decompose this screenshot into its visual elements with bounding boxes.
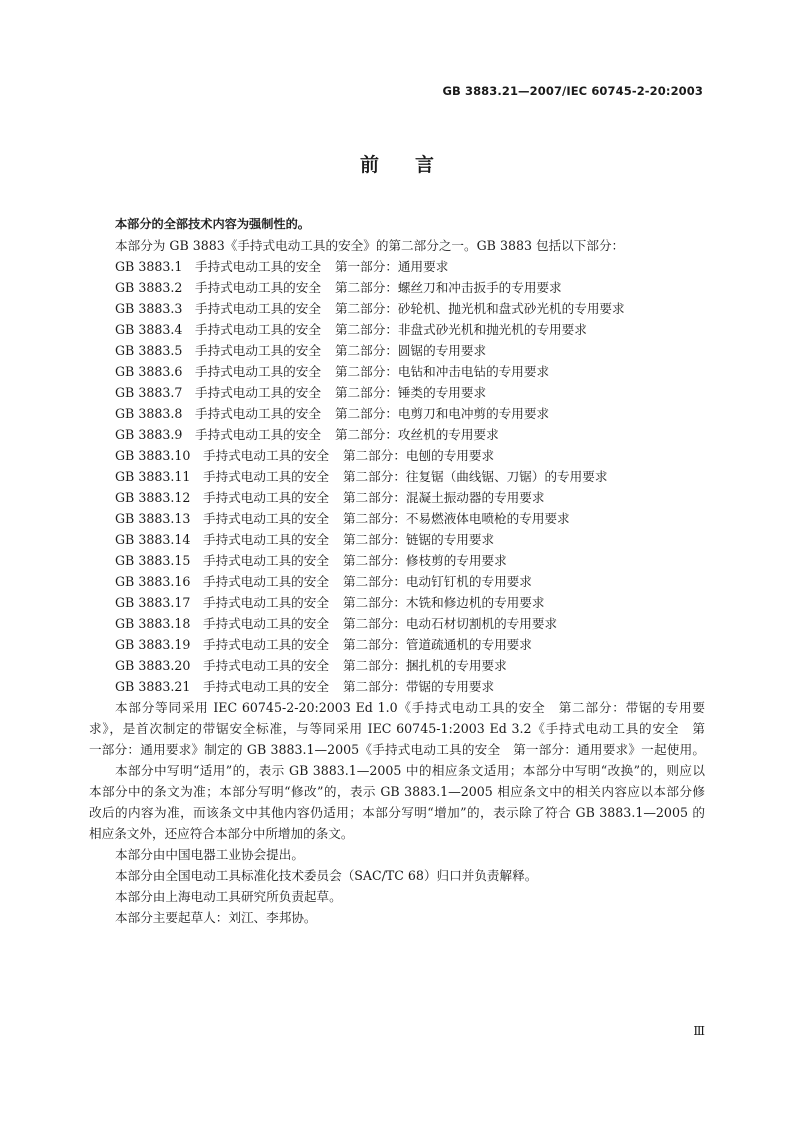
standard-list-item	[89, 676, 705, 697]
standard-code: GB 3883.1	[115, 259, 183, 274]
standard-title: 手持式电动工具的安全	[195, 385, 321, 400]
standard-part-title: 第二部分：非盘式砂光机和抛光机的专用要求	[334, 322, 587, 337]
standard-list-item	[89, 592, 705, 613]
standard-code: GB 3883.9	[115, 427, 183, 442]
standard-part-title: 第二部分：管道疏通机的专用要求	[342, 637, 532, 652]
standard-title: 手持式电动工具的安全	[203, 511, 329, 526]
standard-list-item	[89, 424, 705, 445]
standard-title: 手持式电动工具的安全	[195, 280, 321, 295]
standard-part-title: 第二部分：带锯的专用要求	[342, 679, 495, 694]
standard-list-item	[89, 571, 705, 592]
standard-list-item	[89, 382, 705, 403]
terms-paragraph-line: 改后的内容为准，而该条文中其他内容仍适用；本部分写明“增加”的，表示除了符合 GB 3883.1—2005 的	[89, 805, 705, 820]
standard-list-item	[89, 277, 705, 298]
standard-list-item	[89, 550, 705, 571]
standard-title: 手持式电动工具的安全	[203, 595, 329, 610]
standard-list-item	[89, 487, 705, 508]
drafters-statement: 本部分主要起草人：刘江、李邦协。	[115, 910, 317, 925]
standard-list-item	[89, 466, 705, 487]
standard-code: GB 3883.14	[115, 532, 191, 547]
intro-paragraph: 本部分为 GB 3883《手持式电动工具的安全》的第二部分之一。GB 3883 包括以下部分：	[115, 238, 625, 253]
standard-code: GB 3883.7	[115, 385, 183, 400]
standard-code: GB 3883.13	[115, 511, 191, 526]
standard-title: 手持式电动工具的安全	[195, 259, 321, 274]
standard-part-title: 第二部分：修枝剪的专用要求	[342, 553, 507, 568]
standard-code: GB 3883.19	[115, 637, 191, 652]
standard-code: GB 3883.10	[115, 448, 191, 463]
terms-paragraph-line: 本部分中的条文为准；本部分写明“修改”的，表示 GB 3883.1—2005 相应条文中的相关内容应以本部分修	[89, 784, 705, 799]
standard-list-item	[89, 529, 705, 550]
mandatory-statement: 本部分的全部技术内容为强制性的。	[115, 217, 310, 231]
standard-code: GB 3883.8	[115, 406, 183, 421]
standard-code: GB 3883.15	[115, 553, 191, 568]
standard-code: GB 3883.2	[115, 280, 183, 295]
standard-part-title: 第一部分：通用要求	[334, 259, 449, 274]
standard-code: GB 3883.3	[115, 301, 183, 316]
standard-list-item	[89, 508, 705, 529]
standard-title: 手持式电动工具的安全	[203, 658, 329, 673]
standard-part-title: 第二部分：螺丝刀和冲击扳手的专用要求	[334, 280, 562, 295]
standard-part-title: 第二部分：不易燃液体电喷枪的专用要求	[342, 511, 570, 526]
standard-code: GB 3883.5	[115, 343, 183, 358]
standard-part-title: 第二部分：电刨的专用要求	[342, 448, 495, 463]
standard-list-item	[89, 319, 705, 340]
standard-part-title: 第二部分：木铣和修边机的专用要求	[342, 595, 545, 610]
standard-list-item	[89, 361, 705, 382]
standard-title: 手持式电动工具的安全	[195, 322, 321, 337]
standard-list-item	[89, 403, 705, 424]
standard-part-title: 第二部分：圆锯的专用要求	[334, 343, 487, 358]
standard-part-title: 第二部分：电剪刀和电冲剪的专用要求	[334, 406, 550, 421]
standard-title: 手持式电动工具的安全	[203, 469, 329, 484]
standard-part-title: 第二部分：电动钉钉机的专用要求	[342, 574, 532, 589]
standard-code: GB 3883.20	[115, 658, 191, 673]
standard-part-title: 第二部分：捆扎机的专用要求	[342, 658, 507, 673]
standard-part-title: 第二部分：攻丝机的专用要求	[334, 427, 499, 442]
standard-code: GB 3883.16	[115, 574, 191, 589]
standard-title: 手持式电动工具的安全	[203, 574, 329, 589]
standard-title: 手持式电动工具的安全	[195, 343, 321, 358]
page-number: Ⅲ	[693, 1024, 705, 1038]
standard-part-title: 第二部分：锤类的专用要求	[334, 385, 487, 400]
equivalence-paragraph-line: 一部分：通用要求》制定的 GB 3883.1—2005《手持式电动工具的安全 第一部分：通用要求》一起使用。	[89, 742, 705, 757]
standard-title: 手持式电动工具的安全	[195, 406, 321, 421]
standard-list-item	[89, 445, 705, 466]
standard-title: 手持式电动工具的安全	[195, 301, 321, 316]
foreword-body	[89, 214, 705, 928]
terms-paragraph-line: 本部分中写明“适用”的，表示 GB 3883.1—2005 中的相应条文适用；本部分中写明“改换”的，则应以	[115, 763, 705, 778]
proposer-statement: 本部分由中国电器工业协会提出。	[115, 847, 304, 862]
standard-list-item	[89, 298, 705, 319]
standard-list-item	[89, 613, 705, 634]
standard-code: GB 3883.18	[115, 616, 191, 631]
standard-code: GB 3883.21	[115, 679, 191, 694]
standard-list-item	[89, 655, 705, 676]
standard-code: GB 3883.4	[115, 322, 183, 337]
standard-part-title: 第二部分：混凝土振动器的专用要求	[342, 490, 545, 505]
standard-list-item	[89, 340, 705, 361]
standard-title: 手持式电动工具的安全	[203, 448, 329, 463]
standard-code: GB 3883.11	[115, 469, 191, 484]
standard-title: 手持式电动工具的安全	[203, 490, 329, 505]
standard-list-item	[89, 256, 705, 277]
standard-title: 手持式电动工具的安全	[203, 616, 329, 631]
standard-code: GB 3883.6	[115, 364, 183, 379]
standard-part-title: 第二部分：电钻和冲击电钻的专用要求	[334, 364, 550, 379]
drafting-organization-statement: 本部分由上海电动工具研究所负责起草。	[115, 889, 342, 904]
standard-part-title: 第二部分：砂轮机、抛光机和盘式砂光机的专用要求	[334, 301, 625, 316]
standard-part-title: 第二部分：往复锯（曲线锯、刀锯）的专用要求	[342, 469, 608, 484]
standard-title: 手持式电动工具的安全	[195, 427, 321, 442]
standard-part-title: 第二部分：链锯的专用要求	[342, 532, 495, 547]
committee-statement: 本部分由全国电动工具标准化技术委员会（SAC/TC 68）归口并负责解释。	[115, 868, 538, 883]
page-title: 前言	[359, 154, 470, 176]
standard-list-item	[89, 634, 705, 655]
standard-title: 手持式电动工具的安全	[203, 553, 329, 568]
standard-title: 手持式电动工具的安全	[203, 532, 329, 547]
terms-paragraph-line: 相应条文外，还应符合本部分中所增加的条文。	[89, 826, 354, 841]
equivalence-paragraph-line: 本部分等同采用 IEC 60745-2-20:2003 Ed 1.0《手持式电动工具的安全 第二部分：带锯的专用要	[115, 700, 705, 715]
standard-code-header: GB 3883.21—2007/IEC 60745-2-20:2003	[442, 84, 703, 98]
standard-title: 手持式电动工具的安全	[203, 679, 329, 694]
equivalence-paragraph-line: 求》，是首次制定的带锯安全标准，与等同采用 IEC 60745-1:2003 Ed 3.2《手持式电动工具的安全 第	[89, 721, 705, 736]
standard-title: 手持式电动工具的安全	[203, 637, 329, 652]
standard-code: GB 3883.12	[115, 490, 191, 505]
standard-part-title: 第二部分：电动石材切割机的专用要求	[342, 616, 558, 631]
standards-list	[89, 256, 705, 697]
standard-code: GB 3883.17	[115, 595, 191, 610]
standard-title: 手持式电动工具的安全	[195, 364, 321, 379]
